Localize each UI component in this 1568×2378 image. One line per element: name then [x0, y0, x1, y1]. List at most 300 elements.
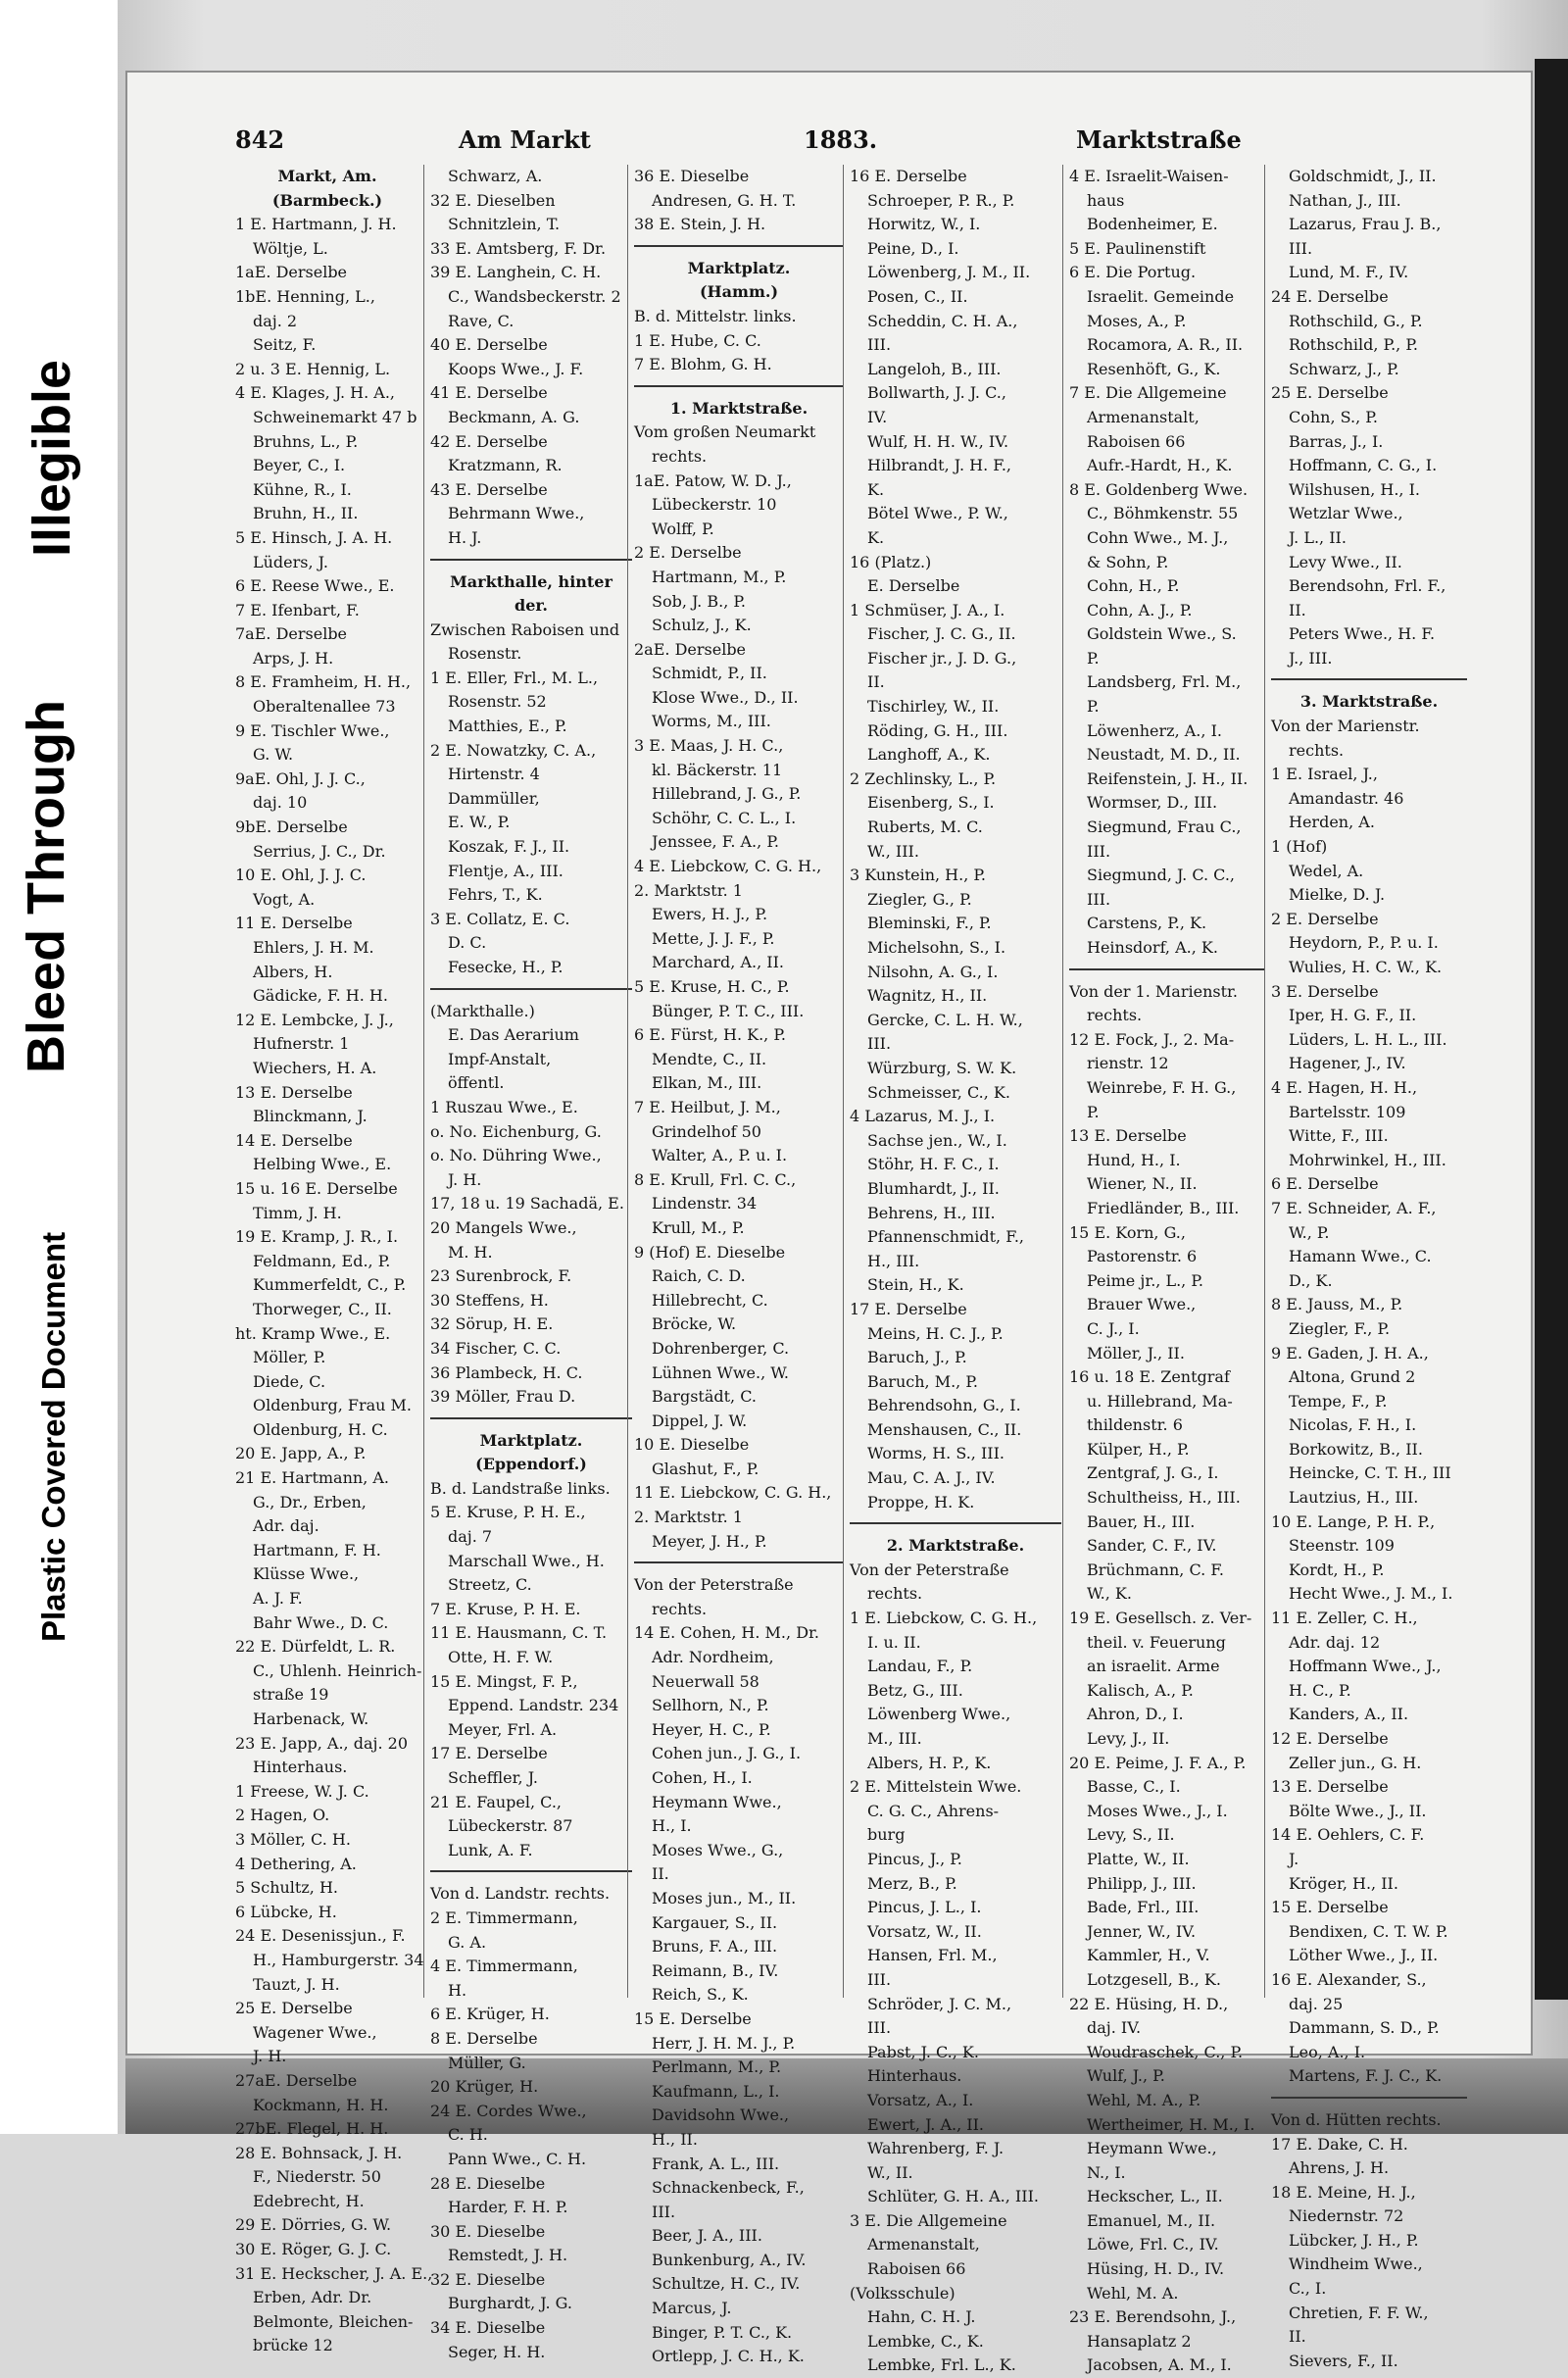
directory-line: 4 E. Timmermann, [430, 1957, 578, 1976]
directory-line: Hillebrand, J. G., P. [652, 784, 802, 804]
directory-line: Kühne, R., I. [253, 479, 352, 499]
directory-line: Philipp, J., III. [1087, 1873, 1197, 1893]
directory-line: Meins, H. C. J., P. [867, 1323, 1004, 1343]
directory-line: Jacobsen, A. M., I. [1087, 2355, 1232, 2375]
directory-line: P. [1087, 697, 1100, 717]
directory-line: 7 E. Heilbut, J. M., [634, 1097, 781, 1116]
directory-line: 1 E. Hartmann, J. H. [235, 215, 397, 234]
directory-line: Perlmann, M., P. [652, 2057, 782, 2077]
directory-line: Wolff, P. [652, 519, 714, 538]
directory-line: J. H. [448, 1169, 482, 1189]
directory-line: 18 E. Meine, H. J., [1271, 2182, 1416, 2202]
directory-line: Baruch, J., P. [867, 1348, 967, 1367]
directory-line: Behrendsohn, G., I. [867, 1396, 1021, 1415]
section-rule [430, 559, 632, 570]
illegible-label: Illegible [23, 359, 81, 557]
directory-line: 1 E. Hube, C. C. [634, 330, 761, 350]
section-rule [634, 1561, 844, 1573]
directory-line: Dammüller, [448, 788, 540, 808]
directory-line: Lund, M. F., IV. [1289, 263, 1409, 282]
directory-line: Würzburg, S. W. K. [867, 1058, 1017, 1077]
directory-line: Lautzius, H., III. [1289, 1488, 1419, 1508]
directory-line: B. d. Landstraße links. [430, 1478, 611, 1498]
directory-line: Ewert, J. A., II. [867, 2114, 984, 2134]
section-rule [430, 1417, 632, 1429]
directory-line: Harbenack, W. [253, 1709, 369, 1728]
directory-line: 23 Surenbrock, F. [430, 1266, 572, 1286]
directory-line: III. [867, 335, 892, 355]
running-title-left: Am Markt [459, 125, 591, 154]
directory-line: 31 E. Heckscher, J. A. E., [235, 2263, 433, 2283]
directory-line: W., P. [1289, 1222, 1330, 1242]
directory-line: Landsberg, Frl. M., [1087, 672, 1242, 692]
directory-line: Cohen, H., I. [652, 1768, 753, 1787]
directory-line: Lotzgesell, B., K. [1087, 1969, 1221, 1989]
directory-line: G. A. [448, 1932, 487, 1952]
directory-line: 6 E. Die Portug. [1069, 263, 1197, 282]
directory-line: K. [867, 479, 885, 499]
directory-line: 32 Sörup, H. E. [430, 1314, 554, 1334]
directory-line: Kockmann, H. H. [253, 2095, 389, 2114]
plastic-covered-label: Plastic Covered Document [35, 1231, 72, 1642]
directory-line: Menshausen, C., II. [867, 1419, 1022, 1439]
directory-line: rechts. [1087, 1006, 1143, 1025]
directory-line: 7aE. Derselbe [235, 624, 348, 644]
directory-line: Lindenstr. 34 [652, 1194, 758, 1214]
directory-line: (Barmbeck.) [271, 190, 383, 210]
directory-line: Zentgraf, J. G., I. [1087, 1463, 1219, 1483]
directory-line: Zwischen Raboisen und [430, 619, 620, 639]
directory-line: Schulz, J., K. [652, 616, 752, 635]
directory-line: o. No. Dühring Wwe., [430, 1146, 602, 1165]
scan-edge-right [1535, 59, 1568, 2000]
directory-line: Vorsatz, W., II. [867, 1921, 982, 1941]
directory-line: Merz, B., P. [867, 1873, 957, 1893]
directory-line: 14 E. Derselbe [235, 1130, 353, 1150]
directory-line: Herden, A. [1289, 813, 1375, 832]
directory-line: Cohn, S., P. [1289, 407, 1378, 426]
directory-line: 42 E. Derselbe [430, 431, 548, 451]
directory-line: Koops Wwe., J. F. [448, 359, 584, 378]
directory-line: Davidsohn Wwe., [652, 2106, 790, 2125]
directory-line: Jenssee, F. A., P. [652, 832, 779, 852]
directory-line: Grindelhof 50 [652, 1121, 761, 1141]
directory-line: Bleminski, F., P. [867, 914, 992, 933]
directory-line: 11 E. Derselbe [235, 914, 353, 933]
directory-line: Chretien, F. F. W., [1289, 2303, 1429, 2322]
directory-line: 9aE. Ohl, J. J. C., [235, 768, 366, 788]
directory-line: Worms, M., III. [652, 712, 771, 731]
directory-line: Von der Marienstr. [1271, 717, 1420, 736]
directory-line: J., III. [1289, 648, 1333, 668]
directory-line: Leo, A., I. [1289, 2042, 1366, 2061]
directory-line: Vogt, A. [253, 889, 316, 909]
directory-line: C., Uhlenh. Heinrich- [253, 1660, 422, 1680]
directory-line: Albers, H. [253, 962, 333, 981]
directory-line: Schwarz, J., P. [1289, 359, 1399, 378]
directory-line: Bendixen, C. T. W. P. [1289, 1921, 1448, 1941]
directory-line: Schöhr, C. C. L., I. [652, 808, 797, 827]
directory-line: Bötel Wwe., P. W., [867, 504, 1008, 523]
directory-line: Posen, C., II. [867, 286, 968, 306]
directory-line: Bruhns, L., P. [253, 431, 359, 451]
directory-line: 6 E. Derselbe [1271, 1174, 1379, 1194]
bleed-through-label: Bleed Through [17, 700, 75, 1073]
running-year: 1883. [804, 125, 878, 154]
directory-line: G., Dr., Erben, [253, 1492, 367, 1511]
directory-line: Schroeper, P. R., P. [867, 190, 1015, 210]
directory-line: Dippel, J. W. [652, 1411, 748, 1430]
directory-line: Kummerfeldt, C., P. [253, 1275, 407, 1295]
directory-line: Schröder, J. C. M., [867, 1994, 1012, 2013]
directory-line: Löwenberg Wwe., [867, 1705, 1011, 1724]
directory-line: Marschall Wwe., H. [448, 1551, 605, 1570]
directory-line: Von der Peterstraße [850, 1560, 1009, 1579]
directory-line: Heinsdorf, A., K. [1087, 938, 1218, 957]
directory-line: Ewers, H. J., P. [652, 905, 768, 924]
directory-line: 32 E. Dieselbe [430, 2269, 546, 2289]
directory-line: Berendsohn, Frl. F., [1289, 576, 1446, 596]
directory-line: B. d. Mittelstr. links. [634, 306, 797, 325]
directory-line: Frank, A. L., III. [652, 2154, 780, 2173]
directory-line: 4 Dethering, A. [235, 1854, 357, 1873]
directory-line: Borkowitz, B., II. [1289, 1439, 1423, 1459]
directory-line: Elkan, M., III. [652, 1073, 762, 1093]
directory-line: Marktplatz. [687, 258, 791, 277]
directory-line: 19 E. Kramp, J. R., I. [235, 1227, 399, 1247]
directory-line: M. H. [448, 1242, 493, 1262]
directory-line: 8 E. Krull, Frl. C. C., [634, 1169, 797, 1189]
directory-line: Schnitzlein, T. [448, 215, 561, 234]
directory-line: H. C., P. [1289, 1680, 1351, 1700]
directory-line: Koszak, F. J., II. [448, 837, 570, 857]
directory-line: Heymann Wwe., [1087, 2139, 1217, 2158]
directory-line: Witte, F., III. [1289, 1126, 1389, 1146]
directory-line: Mielke, D. J. [1289, 885, 1386, 905]
directory-line: öffentl. [448, 1073, 505, 1093]
directory-line: Peters Wwe., H. F. [1289, 624, 1436, 644]
directory-line: C. H. [448, 2125, 488, 2145]
directory-line: Goldschmidt, J., II. [1289, 167, 1437, 185]
directory-line: Neuerwall 58 [652, 1671, 760, 1691]
directory-line: Kordt, H., P. [1289, 1560, 1385, 1579]
directory-line: Iper, H. G. F., II. [1289, 1006, 1417, 1025]
directory-line: Heincke, C. T. H., III [1289, 1463, 1451, 1483]
directory-line: Hansaplatz 2 [1087, 2331, 1192, 2351]
directory-line: 7 E. Kruse, P. H. E. [430, 1599, 581, 1618]
directory-line: Bollwarth, J. J. C., [867, 383, 1006, 403]
directory-line: 24 E. Derselbe [1271, 286, 1389, 306]
directory-line: 7 E. Blohm, G. H. [634, 355, 772, 374]
directory-line: Marchard, A., II. [652, 953, 784, 972]
directory-line: Hund, H., I. [1087, 1150, 1181, 1169]
directory-line: Bargstädt, C. [652, 1387, 757, 1407]
directory-line: Kaufmann, L., I. [652, 2081, 780, 2101]
directory-line: Pincus, J. L., I. [867, 1898, 982, 1917]
directory-line: Basse, C., I. [1087, 1777, 1181, 1797]
directory-line: Impf-Anstalt, [448, 1049, 552, 1068]
directory-line: Mohrwinkel, H., III. [1289, 1150, 1446, 1169]
directory-line: 39 E. Langhein, C. H. [430, 263, 602, 282]
directory-line: Flentje, A., III. [448, 861, 564, 880]
directory-line: 6 E. Krüger, H. [430, 2005, 550, 2024]
directory-line: 15 E. Mingst, F. P., [430, 1671, 578, 1691]
directory-line: 19 E. Gesellsch. z. Ver- [1069, 1609, 1252, 1628]
directory-line: Lazarus, Frau J. B., [1289, 215, 1442, 234]
directory-line: der. [514, 596, 548, 616]
directory-line: 5 Schultz, H. [235, 1878, 338, 1898]
directory-line: 30 E. Röger, G. J. C. [235, 2240, 392, 2259]
directory-line: 2. Marktstr. 1 [634, 1508, 743, 1527]
directory-line: Harder, F. H. P. [448, 2198, 568, 2217]
directory-line: 4 E. Israelit-Waisen- [1069, 167, 1229, 185]
directory-line: Kratzmann, R. [448, 456, 563, 475]
directory-line: 1 Schmüser, J. A., I. [850, 600, 1005, 619]
directory-line: Michelsohn, S., I. [867, 938, 1006, 957]
directory-line: Schultheiss, H., III. [1087, 1488, 1241, 1508]
directory-line: Seitz, F. [253, 335, 317, 355]
directory-line: 34 Fischer, C. C. [430, 1338, 562, 1358]
directory-line: rechts. [652, 1599, 708, 1618]
directory-line: III. [652, 2202, 676, 2221]
directory-line: 2 E. Derselbe [634, 543, 742, 563]
directory-line: 34 E. Dieselbe [430, 2318, 546, 2338]
directory-line: Reimann, B., IV. [652, 1960, 779, 1980]
directory-line: Mette, J. J. F., P. [652, 928, 775, 948]
directory-line: II. [1289, 2327, 1306, 2347]
directory-line: Müller, G. [448, 2053, 526, 2072]
directory-line: 39 Möller, Frau D. [430, 1387, 576, 1407]
directory-line: Worms, H. S., III. [867, 1444, 1005, 1463]
directory-line: D., K. [1289, 1270, 1333, 1290]
directory-line: Langhoff, A., K. [867, 745, 991, 765]
directory-line: Herr, J. H. M. J., P. [652, 2033, 796, 2053]
directory-line: Wulies, H. C. W., K. [1289, 958, 1443, 976]
directory-line: Hecht Wwe., J. M., I. [1289, 1584, 1453, 1604]
directory-line: 8 E. Jauss, M., P. [1271, 1295, 1403, 1314]
directory-line: 27aE. Derselbe [235, 2070, 358, 2090]
directory-line: 36 Plambeck, H. C. [430, 1362, 583, 1382]
column-1 [235, 165, 433, 2355]
directory-line: Von d. Hütten rechts. [1271, 2109, 1442, 2129]
directory-line: Schlüter, G. H. A., III. [867, 2187, 1039, 2206]
directory-line: Meyer, Frl. A. [448, 1719, 558, 1739]
directory-line: Fesecke, H., P. [448, 958, 564, 976]
directory-line: 16 E. Derselbe [850, 167, 967, 185]
directory-line: III. [867, 1034, 892, 1054]
section-rule [634, 385, 844, 397]
directory-line: Bodenheimer, E. [1087, 215, 1218, 234]
directory-line: Pincus, J., P. [867, 1849, 962, 1868]
directory-line: Heydorn, P., P. u. I. [1289, 933, 1439, 953]
directory-line: Walter, A., P. u. I. [652, 1146, 788, 1165]
directory-line: 21 E. Faupel, C., [430, 1792, 562, 1811]
directory-line: Scheddin, C. H. A., [867, 311, 1018, 330]
directory-line: J. H. [253, 2047, 287, 2066]
directory-line: 20 E. Peime, J. F. A., P. [1069, 1753, 1247, 1772]
directory-line: II. [867, 672, 885, 692]
directory-line: Adr. Nordheim, [652, 1648, 774, 1667]
directory-line: 2 E. Timmermann, [430, 1907, 578, 1927]
directory-line: 1 (Hof) [1271, 837, 1328, 857]
directory-line: Levy Wwe., II. [1289, 552, 1402, 571]
directory-line: 16 u. 18 E. Zentgraf [1069, 1367, 1230, 1387]
directory-line: Von der 1. Marienstr. [1069, 981, 1238, 1001]
directory-line: H. [448, 1980, 467, 2000]
directory-line: P. [1087, 648, 1100, 668]
directory-line: Behrmann Wwe., [448, 504, 585, 523]
directory-line: Edebrecht, H. [253, 2191, 365, 2210]
directory-line: Möller, J., II. [1087, 1343, 1185, 1362]
directory-line: rienstr. 12 [1087, 1054, 1169, 1073]
column-5 [1062, 165, 1265, 2375]
directory-line: Wilshusen, H., I. [1289, 479, 1420, 499]
directory-line: Amandastr. 46 [1289, 788, 1404, 808]
directory-line: Bunkenburg, A., IV. [652, 2250, 807, 2269]
directory-line: 3 Möller, C. H. [235, 1829, 351, 1849]
directory-line: Ortlepp, J. C. H., K. [652, 2347, 805, 2366]
directory-line: Helbing Wwe., E. [253, 1155, 392, 1174]
directory-line: E. Das Aerarium [448, 1025, 579, 1045]
directory-line: 2 Hagen, O. [235, 1806, 330, 1825]
directory-line: Hirtenstr. 4 [448, 765, 540, 784]
directory-line: Wahrenberg, F. J. [867, 2139, 1004, 2158]
directory-line: Andresen, G. H. T. [652, 190, 797, 210]
directory-line: 17, 18 u. 19 Sachadä, E. [430, 1194, 624, 1214]
directory-line: Armenanstalt, [867, 2235, 980, 2254]
directory-line: Lübcker, J. H., P. [1289, 2230, 1419, 2250]
directory-line: Pann Wwe., C. H. [448, 2149, 587, 2168]
directory-line: Hartmann, M., P. [652, 567, 787, 586]
section-rule [1271, 678, 1467, 690]
directory-line: 15 E. Derselbe [1271, 1898, 1389, 1917]
column-4 [843, 165, 1061, 2375]
directory-line: I. u. II. [867, 1632, 921, 1652]
directory-line: 9 (Hof) E. Dieselbe [634, 1242, 786, 1262]
directory-line: 15 u. 16 E. Derselbe [235, 1178, 398, 1198]
directory-line: (Markthalle.) [430, 1001, 535, 1020]
directory-line: 2 E. Mittelstein Wwe. [850, 1777, 1022, 1797]
directory-line: Levy, S., II. [1087, 1825, 1175, 1845]
directory-line: rechts. [867, 1584, 923, 1604]
directory-line: Heyer, H. C., P. [652, 1719, 771, 1739]
directory-line: 6 E. Fürst, H. K., P. [634, 1025, 786, 1045]
directory-line: Hinterhaus. [867, 2066, 962, 2086]
directory-line: 8 E. Framheim, H. H., [235, 672, 412, 692]
directory-line: 17 E. Derselbe [850, 1299, 967, 1318]
directory-line: Eppend. Landstr. 234 [448, 1696, 619, 1715]
directory-line: H., I. [652, 1816, 692, 1836]
directory-line: Ziegler, G., P. [867, 889, 972, 909]
directory-line: 27bE. Flegel, H. H. [235, 2119, 389, 2139]
directory-line: Diede, C. [253, 1371, 326, 1391]
directory-line: 20 Mangels Wwe., [430, 1217, 577, 1237]
directory-line: 14 E. Cohen, H. M., Dr. [634, 1623, 819, 1643]
directory-line: Fischer, J. C. G., II. [867, 624, 1016, 644]
directory-line: 1 Freese, W. J. C. [235, 1781, 369, 1801]
directory-line: straße 19 [253, 1685, 329, 1705]
column-3 [627, 165, 844, 2366]
directory-line: Landau, F., P. [867, 1657, 973, 1676]
directory-line: Beer, J. A., III. [652, 2226, 762, 2246]
directory-line: Klüsse Wwe., [253, 1564, 360, 1584]
directory-line: Wehl, M. A. [1087, 2283, 1179, 2303]
directory-line: Ziegler, F., P. [1289, 1318, 1391, 1338]
directory-line: Von der Peterstraße [634, 1575, 794, 1595]
directory-line: Möller, P. [253, 1348, 326, 1367]
directory-line: 4 E. Hagen, H. H., [1271, 1077, 1418, 1097]
directory-line: 5 E. Kruse, H. C., P. [634, 977, 790, 996]
directory-line: 9 E. Gaden, J. H. A., [1271, 1343, 1429, 1362]
directory-line: H., III. [867, 1251, 920, 1270]
directory-line: III. [1289, 238, 1313, 258]
directory-line: Resenhöft, G., K. [1087, 359, 1221, 378]
directory-line: Marktplatz. [479, 1430, 583, 1450]
directory-line: Lübeckerstr. 10 [652, 495, 777, 515]
directory-line: K. [867, 527, 885, 547]
directory-line: W., II. [867, 2162, 913, 2182]
directory-line: Heymann Wwe., [652, 1792, 782, 1811]
directory-line: Lembke, C., K. [867, 2331, 984, 2351]
directory-line: Windheim Wwe., [1289, 2254, 1423, 2274]
directory-line: Platte, W., II. [1087, 1849, 1190, 1868]
directory-line: Wagnitz, H., II. [867, 986, 988, 1006]
directory-line: 17 E. Derselbe [430, 1744, 548, 1763]
directory-line: Markt, Am. [277, 167, 377, 185]
directory-line: Lüders, J. [253, 552, 328, 571]
directory-line: 33 E. Amtsberg, F. Dr. [430, 238, 607, 258]
directory-line: Zeller jun., G. H. [1289, 1753, 1422, 1772]
directory-line: 11 E. Zeller, C. H., [1271, 1609, 1418, 1628]
directory-line: Timm, J. H. [253, 1203, 342, 1222]
directory-line: Moses Wwe., J., I. [1087, 1801, 1228, 1820]
directory-line: Emanuel, M., II. [1087, 2210, 1216, 2230]
directory-line: G. W. [253, 745, 294, 765]
directory-line: Lühnen Wwe., W. [652, 1362, 789, 1382]
directory-line: Otte, H. F. W. [448, 1648, 554, 1667]
directory-line: 3 E. Die Allgemeine [850, 2210, 1007, 2230]
directory-line: Pastorenstr. 6 [1087, 1247, 1198, 1266]
directory-line: 17 E. Dake, C. H. [1271, 2134, 1408, 2154]
directory-line: Tempe, F., P. [1289, 1391, 1388, 1411]
directory-line: Peime jr., L., P. [1087, 1270, 1203, 1290]
directory-line: brücke 12 [253, 2336, 333, 2355]
directory-line: 14 E. Oehlers, C. F. [1271, 1825, 1425, 1845]
directory-line: D. C. [448, 933, 487, 953]
directory-line: (Hamm.) [699, 282, 779, 302]
directory-line: 1 E. Eller, Frl., M. L., [430, 668, 599, 687]
directory-line: 7 E. Schneider, A. F., [1271, 1198, 1437, 1217]
directory-line: Hansen, Frl. M., [867, 1946, 998, 1965]
directory-line: 6 E. Reese Wwe., E. [235, 576, 395, 596]
directory-line: Heckscher, L., II. [1087, 2187, 1223, 2206]
directory-line: 2 E. Nowatzky, C. A., [430, 740, 597, 760]
directory-line: Löther Wwe., J., II. [1289, 1946, 1439, 1965]
directory-line: (Eppendorf.) [475, 1455, 587, 1474]
directory-line: Jenner, W., IV. [1087, 1921, 1197, 1941]
section-rule [1271, 2097, 1467, 2108]
directory-line: Fischer jr., J. D. G., [867, 648, 1017, 668]
directory-line: Beckmann, A. G. [448, 407, 580, 426]
directory-line: Albers, H. P., K. [867, 1753, 992, 1772]
directory-line: Sellhorn, N., P. [652, 1696, 769, 1715]
directory-line: o. No. Eichenburg, G. [430, 1121, 602, 1141]
directory-line: Israelit. Gemeinde [1087, 286, 1235, 306]
directory-line: daj. 2 [253, 311, 298, 330]
directory-line: 9bE. Derselbe [235, 817, 348, 837]
directory-line: C., Böhmkenstr. 55 [1087, 504, 1239, 523]
directory-line: Wagener Wwe., [253, 2022, 377, 2042]
